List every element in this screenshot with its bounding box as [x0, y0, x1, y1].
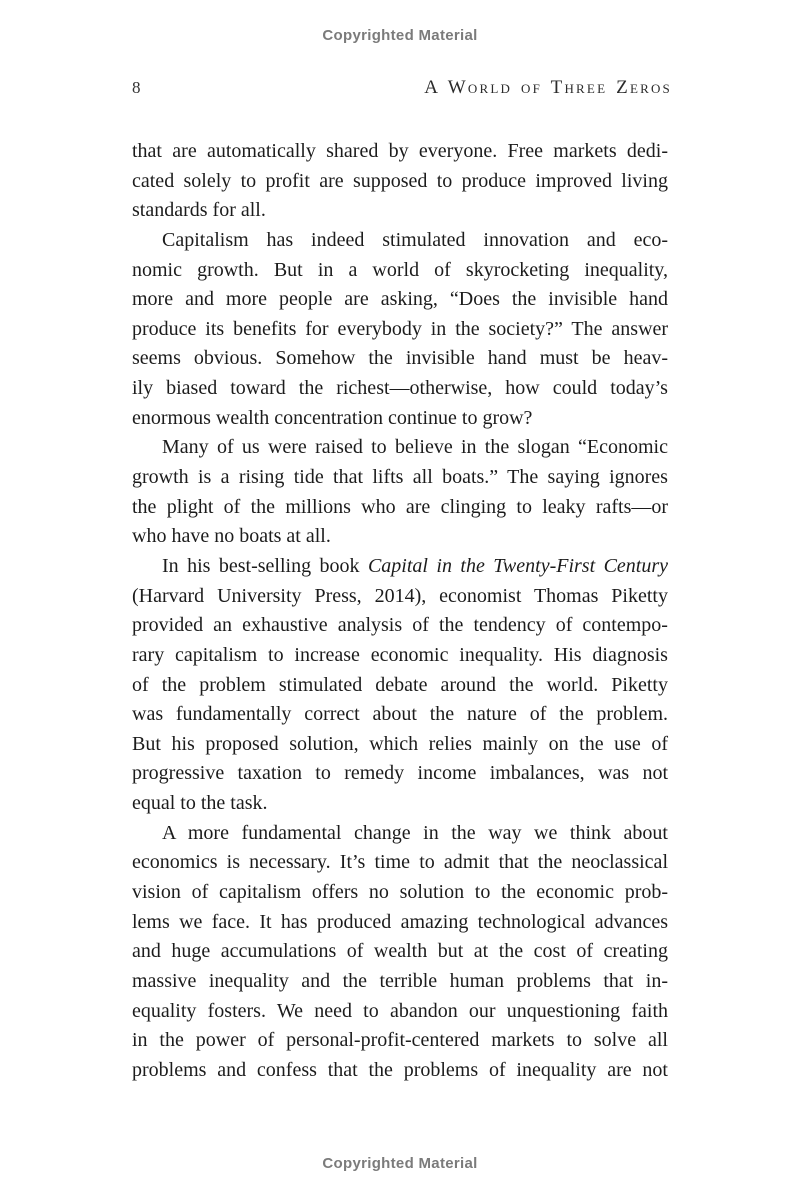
text-run: who have no boats at all.: [132, 525, 331, 548]
text-run: provided an exhaustive analysis of the tendency of contempo-: [132, 614, 668, 637]
text-run: But his proposed solution, which relies mainly on the use of: [132, 732, 668, 755]
text-line: [132, 848, 668, 878]
text-line: [132, 463, 668, 493]
text-line: [132, 285, 668, 315]
text-run: produce its benefits for everybody in the society?” The answer: [132, 317, 669, 340]
text-run: that are automatically shared by everyone. Free markets dedi-: [132, 140, 669, 162]
text-run: Capitalism has indeed stimulated innovation and eco-: [162, 228, 669, 251]
text-run: seems obvious. Somehow the invisible hand must be heav-: [132, 347, 669, 370]
text-run: Many of us were raised to believe in the slogan “Economic: [162, 436, 668, 459]
text-run: enormous wealth concentration continue to grow?: [132, 406, 533, 429]
text-line: [132, 167, 668, 197]
body-text: [132, 137, 668, 1086]
text-run: (Harvard University Press, 2014), economist Thomas Piketty: [132, 584, 668, 607]
text-line: [132, 789, 668, 819]
text-line: [132, 908, 668, 938]
top-copyright-notice: Copyrighted Material: [322, 27, 478, 44]
text-run: economics is necessary. It’s time to admit that the neoclassical: [132, 851, 668, 874]
text-run: was fundamentally correct about the nature of the problem.: [132, 703, 669, 726]
text-line: [132, 404, 668, 434]
text-run: in the power of personal-profit-centered markets to solve all: [132, 1029, 668, 1052]
text-run: A more fundamental change in the way we think about: [162, 821, 668, 844]
text-line: [132, 522, 668, 552]
text-line: [132, 256, 668, 286]
text-line: [132, 137, 668, 167]
text-run: growth is a rising tide that lifts all boats.” The saying ignores: [132, 466, 668, 489]
text-line: [132, 819, 668, 849]
bottom-copyright-notice: Copyrighted Material: [322, 1155, 478, 1172]
text-line: [132, 374, 668, 404]
text-run: equal to the task.: [132, 792, 268, 815]
text-line: [132, 1056, 668, 1086]
text-line: [132, 493, 668, 523]
text-line: [132, 967, 668, 997]
text-line: [132, 433, 668, 463]
text-run: standards for all.: [132, 199, 266, 222]
text-run: problems and confess that the problems of inequality are not: [132, 1058, 668, 1081]
text-run: vision of capitalism offers no solution to the economic prob-: [132, 881, 669, 904]
text-line: [132, 878, 668, 908]
running-title: A World of Three Zeros: [424, 77, 672, 98]
text-run: cated solely to profit are supposed to produce improved living: [132, 169, 668, 192]
text-line: [132, 315, 668, 345]
text-line: [132, 344, 668, 374]
text-run: nomic growth. But in a world of skyrocketing inequality,: [132, 258, 669, 281]
text-run: the plight of the millions who are clinging to leaky rafts—or: [132, 495, 669, 518]
text-line: [132, 1026, 668, 1056]
italic-text-run: Capital in the Twenty-First Century: [367, 554, 669, 577]
text-line: [132, 759, 668, 789]
running-header: [132, 77, 672, 99]
text-run: equality fosters. We need to abandon our unquestioning faith: [132, 999, 669, 1022]
text-line: [132, 196, 668, 226]
page-number: 8: [132, 78, 141, 97]
text-line: [132, 582, 668, 612]
text-line: [132, 226, 668, 256]
text-run: progressive taxation to remedy income imbalances, was not: [132, 762, 669, 785]
text-run: ily biased toward the richest—otherwise, how could today’s: [132, 377, 668, 400]
text-line: [132, 641, 668, 671]
text-line: [132, 730, 668, 760]
text-line: [132, 937, 668, 967]
text-run: more and more people are asking, “Does the invisible hand: [132, 288, 669, 311]
text-run: massive inequality and the terrible human problems that in-: [132, 969, 668, 992]
text-run: In his best-selling book: [162, 554, 368, 577]
text-line: [132, 700, 668, 730]
text-run: rary capitalism to increase economic inequality. His diagnosis: [132, 643, 668, 666]
text-run: and huge accumulations of wealth but at the cost of creating: [132, 940, 668, 963]
text-line: [132, 997, 668, 1027]
text-line: [132, 552, 668, 582]
text-line: [132, 611, 668, 641]
text-run: of the problem stimulated debate around the world. Piketty: [132, 673, 668, 696]
text-line: [132, 671, 668, 701]
text-run: lems we face. It has produced amazing technological advances: [132, 910, 669, 933]
